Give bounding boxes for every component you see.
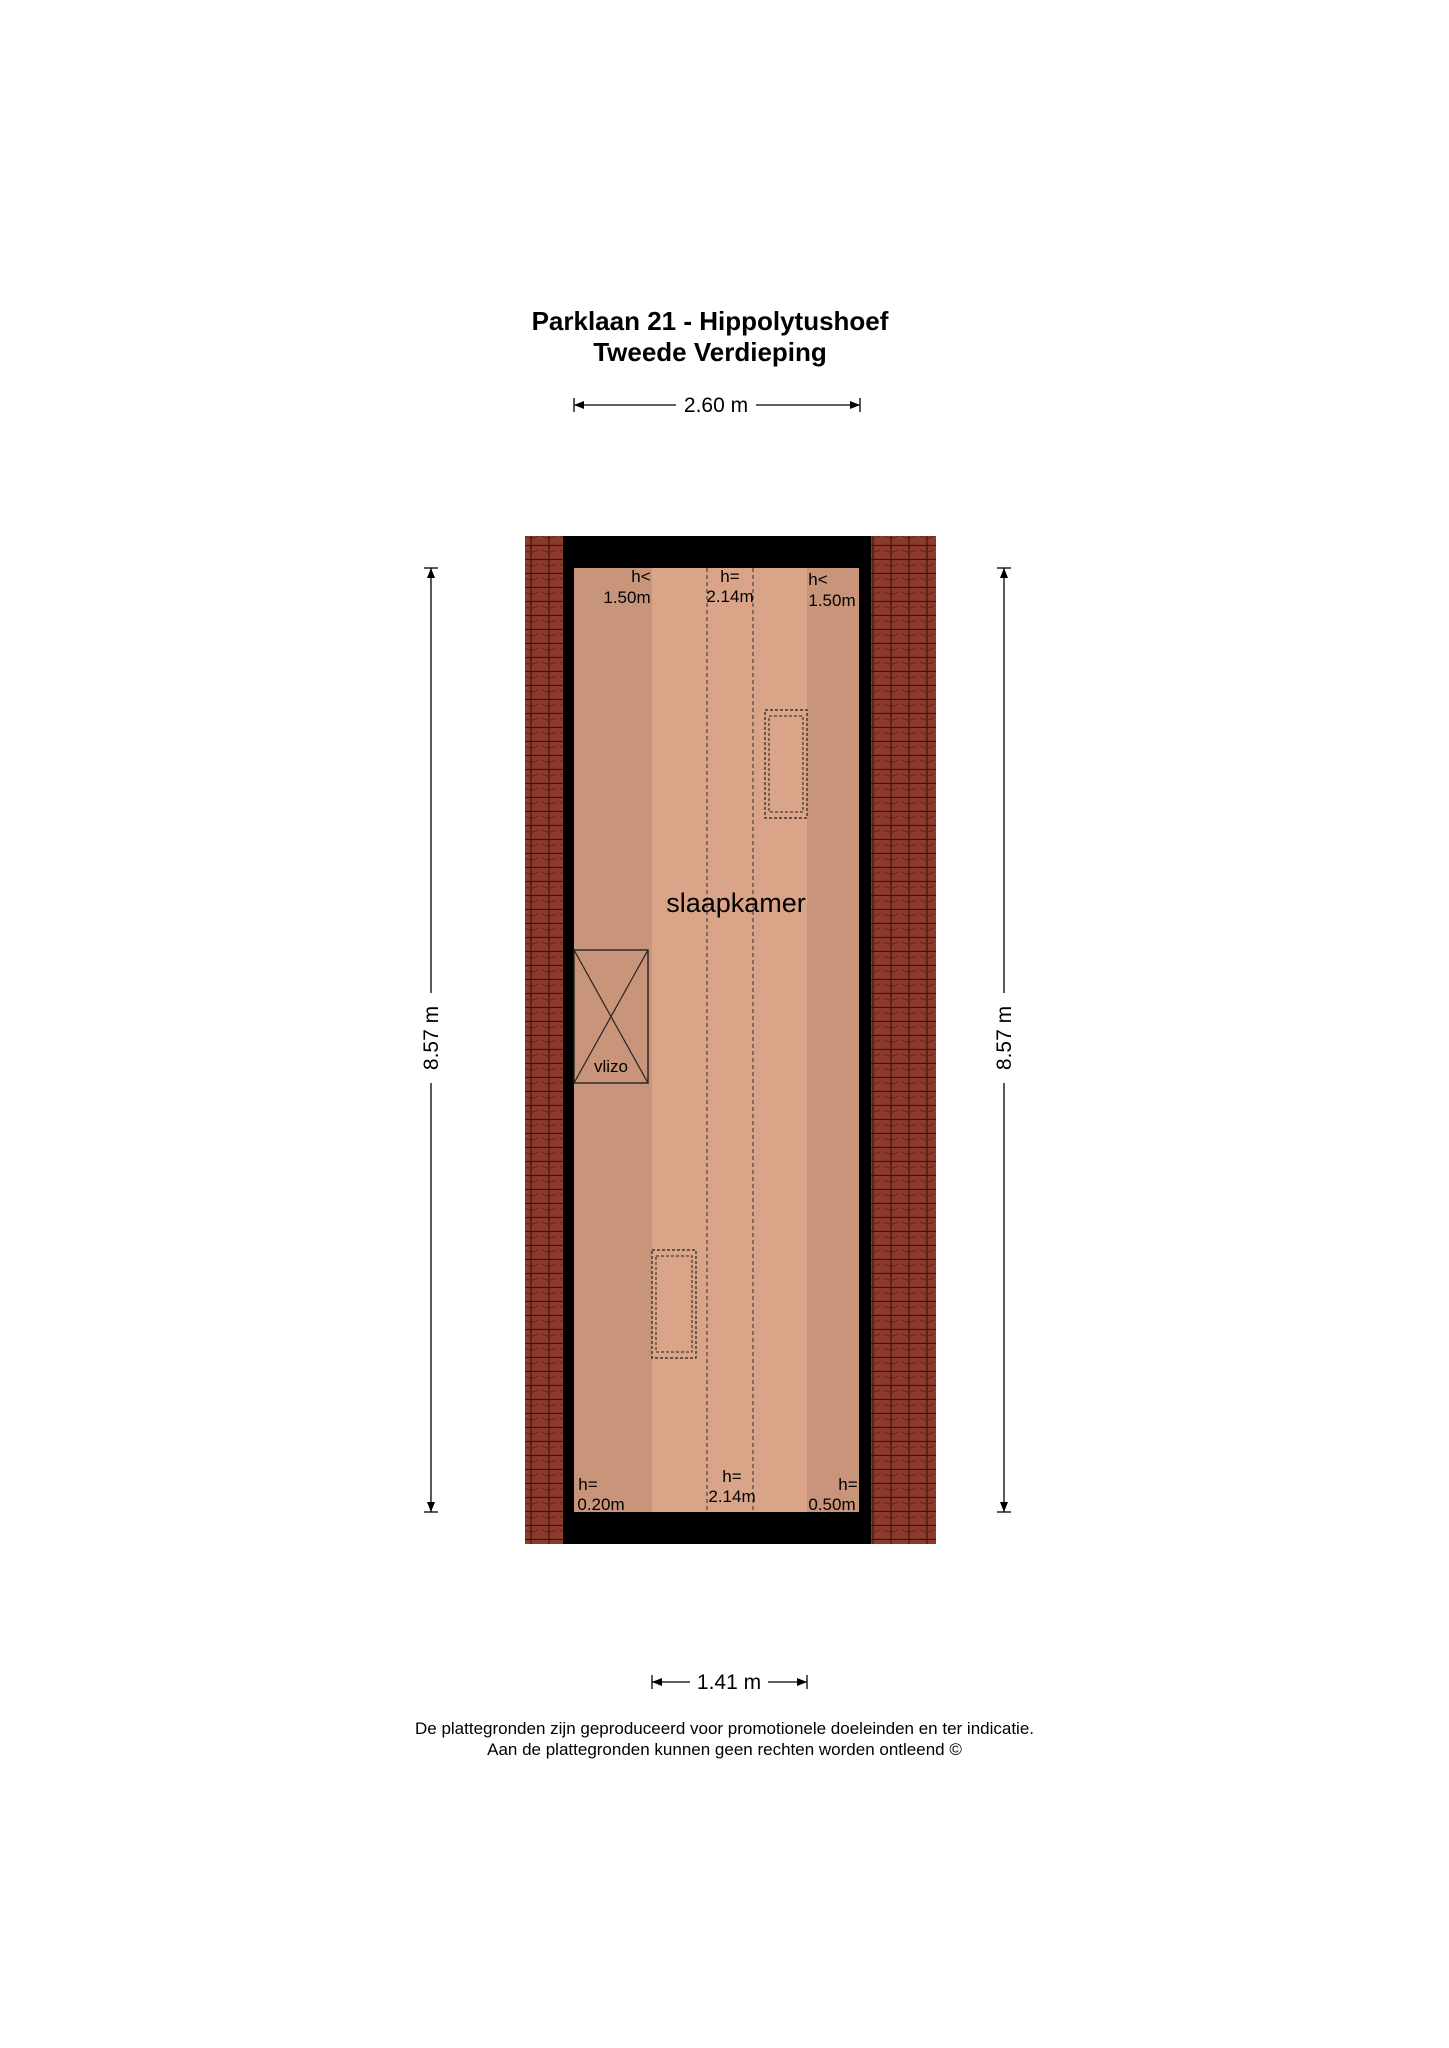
roof-tiles-left — [525, 536, 567, 1544]
height-top-mid-line2: 2.14m — [706, 587, 754, 606]
height-bottom-right-line1: h= — [838, 1475, 858, 1494]
height-bottom-mid-line2: 2.14m — [708, 1487, 756, 1506]
height-top-left-line2: 1.50m — [603, 588, 651, 607]
room-name: slaapkamer — [666, 888, 806, 918]
height-bottom-left-line1: h= — [578, 1475, 598, 1494]
plan-title: Parklaan 21 - Hippolytushoef — [531, 306, 889, 336]
floor-title: Tweede Verdieping — [593, 337, 827, 367]
height-top-mid-line1: h= — [720, 567, 740, 586]
hatch-label: vlizo — [593, 1057, 629, 1076]
dimension-bottom — [652, 1671, 807, 1694]
height-top-right-line2: 1.50m — [808, 591, 856, 610]
dimension-left — [420, 568, 443, 1512]
dimension-top-label: 2.60 m — [683, 394, 749, 417]
dimension-right — [993, 568, 1016, 1512]
dimension-top — [574, 394, 860, 417]
dimension-bottom-label: 1.41 m — [696, 1671, 762, 1694]
floor-low-left — [574, 568, 652, 1512]
height-bottom-left-line2: 0.20m — [577, 1495, 625, 1514]
height-bottom-mid-line1: h= — [722, 1467, 742, 1486]
floor-high — [652, 568, 807, 1512]
dimension-left-label: 8.57 m — [420, 1005, 443, 1071]
disclaimer-line2: Aan de plattegronden kunnen geen rechten worden ontleend © — [487, 1740, 962, 1759]
roof-tiles-right — [870, 536, 936, 1544]
height-bottom-right-line2: 0.50m — [808, 1495, 856, 1514]
dimension-right-label: 8.57 m — [993, 1005, 1016, 1071]
disclaimer-line1: De plattegronden zijn geproduceerd voor promotionele doeleinden en ter indicatie. — [414, 1719, 1035, 1738]
height-top-left-line1: h< — [631, 567, 651, 586]
height-top-right-line1: h< — [808, 570, 828, 589]
floor-low-right — [807, 568, 859, 1512]
